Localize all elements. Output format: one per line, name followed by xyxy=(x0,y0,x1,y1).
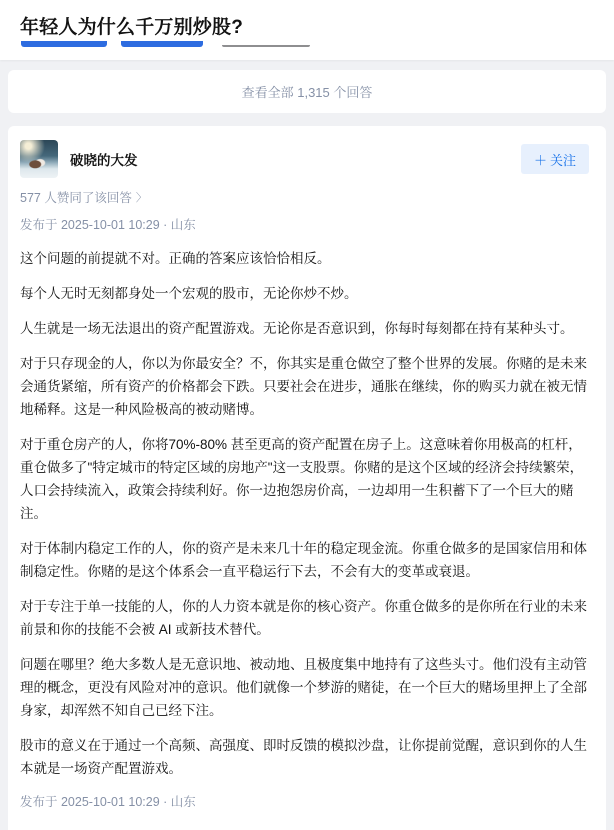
upvote-summary-text: 577 人赞同了该回答 xyxy=(20,191,132,205)
view-all-answers-label: 查看全部 1,315 个回答 xyxy=(241,85,373,100)
answer-content xyxy=(20,247,594,780)
answer-paragraph: 对于专注于单一技能的人，你的人力资本就是你的核心资产。你重仓做多的是你所在行业的未来前景和你的技能不会被 AI 或新技术替代。 xyxy=(20,599,587,637)
question-title: 年轻人为什么千万别炒股? xyxy=(20,17,244,38)
plus-icon: ＋ xyxy=(533,152,547,168)
answer-paragraph: 这个问题的前提就不对。正确的答案应该恰恰相反。 xyxy=(20,251,331,266)
page-body xyxy=(0,70,614,830)
published-info-top: 发布于 2025-10-01 10:29 · 山东 xyxy=(20,218,196,232)
question-header xyxy=(0,0,614,60)
upvote-summary-link[interactable] xyxy=(20,188,594,206)
answer-paragraph: 人生就是一场无法退出的资产配置游戏。无论你是否意识到，你每时每刻都在持有某种头寸。 xyxy=(20,321,574,336)
answer-paragraph: 对于只存现金的人，你以为你最安全？不，你其实是重仓做空了整个世界的发展。你赌的是未来会通货紧缩，所有资产的价格都会下跌。只要社会在进步，通胀在继续，你的购买力就在被无情地稀释。这是一种风险极高的被动赌博。 xyxy=(20,356,587,417)
author-name[interactable]: 破晓的大发 xyxy=(70,153,138,168)
author-row xyxy=(20,140,594,178)
answer-card xyxy=(8,126,606,830)
invite-answer-button-clipped[interactable] xyxy=(222,45,310,47)
answer-paragraph: 问题在哪里？绝大多数人是无意识地、被动地、且极度集中地持有了这些头寸。他们没有主动管理的概念，更没有风险对冲的意识。他们就像一个梦游的赌徒，在一个巨大的赌场里押上了全部身家，却浑然不知自己已经下注。 xyxy=(20,657,587,718)
published-info-bottom: 发布于 2025-10-01 10:29 · 山东 xyxy=(20,795,196,809)
chevron-right-icon: 〉 xyxy=(135,192,147,204)
author-avatar[interactable] xyxy=(20,140,58,178)
view-all-answers-button[interactable] xyxy=(8,70,606,113)
follow-question-button-clipped[interactable] xyxy=(21,41,107,47)
write-answer-button-clipped[interactable] xyxy=(121,41,203,47)
answer-paragraph: 对于体制内稳定工作的人，你的资产是未来几十年的稳定现金流。你重仓做多的是国家信用和体制稳定性。你赌的是这个体系会一直平稳运行下去，不会有大的变革或衰退。 xyxy=(20,541,587,579)
follow-author-button[interactable] xyxy=(521,144,589,174)
answer-paragraph: 对于重仓房产的人，你将70%-80% 甚至更高的资产配置在房子上。这意味着你用极高的杠杆，重仓做多了"特定城市的特定区域的房地产"这一支股票。你赌的是这个区域的经济会持续繁荣，人口会持续流入，政策会持续利好。你一边抱怨房价高，一边却用一生积蓄下了一个巨大的赌注。 xyxy=(20,437,584,521)
answer-paragraph: 每个人无时无刻都身处一个宏观的股市，无论你炒不炒。 xyxy=(20,286,358,301)
answer-paragraph: 股市的意义在于通过一个高频、高强度、即时反馈的模拟沙盘，让你提前觉醒，意识到你的人生本就是一场资产配置游戏。 xyxy=(20,738,587,776)
follow-author-label: 关注 xyxy=(549,152,576,168)
